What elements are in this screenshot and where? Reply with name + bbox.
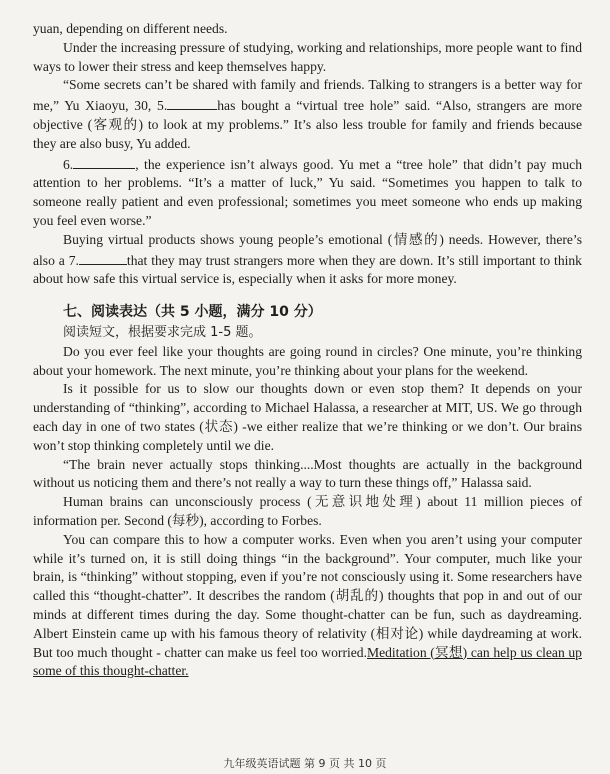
passage-line-continued: yuan, depending on different needs. [33,21,228,36]
passage-paragraph-secrets [33,76,582,153]
question-number-6: 6. [63,156,74,172]
page-footer: 九年级英语试题 第 9 页 共 10 页 [223,757,387,771]
paragraph-text: “Some secrets can’t be shared with family and friends. Talking to strangers is a better way for me,” Yu Xiaoyu, 30, 5. [33,77,582,114]
section-title: 七、阅读表达（共 5 小题，满分 10 分） [63,304,322,321]
paragraph-text: , the experience isn’t always good. Yu met a “tree hole” that didn’t pay much attention to her problems. “It’s a matter of luck,” Yu said. “Sometimes you happen to talk to someone really patient and even professional; sometimes you meet someone who ends up making you feel even worse.” [33,156,582,228]
reading-paragraph-1: Do you ever feel like your thoughts are going round in circles? One minute, you’re thinking about your homework. The next minute, you’re thinking about your plans for the weekend. [33,343,582,378]
reading-paragraph-3: “The brain never actually stops thinking....Most thoughts are actually in the background without us noticing them and there’s not really a way to turn these things off,” Halassa said. [33,456,582,491]
reading-paragraph-5 [33,531,582,681]
reading-paragraph-4: Human brains can unconsciously process (无意识地处理) about 11 million pieces of information per. Second (每秒), according to Forbes. [33,494,582,528]
underlined-sentence: Meditation (冥想) can help us clean up some of this thought-chatter. [33,644,582,679]
answer-blank-6[interactable] [73,154,135,169]
section-instruction: 阅读短文，根据要求完成 1-5 题。 [63,324,262,340]
paragraph-text: You can compare this to how a computer works. Even when you aren’t using your computer while it’s turned on, it is still doing things “in the background”. Your computer, much like your brain, is “thinking” without stopping, even if you’re not consciously using it. Some researchers have called this “thought-chatter”. It describes the random (胡乱的) thoughts that pop in and out of our minds at different times during the day. Some thought-chatter can be fun, such as daydreaming. Albert Einstein came up with his famous theory of relativity (相对论) while daydreaming at work. But too much thought - chatter can make us feel too worried. [33,531,582,660]
paragraph-text: that they may trust strangers more when they are down. It’s still important to think about how safe this virtual service is, especially when it asks for more money. [33,252,582,287]
paragraph-text: has bought a “virtual tree hole” said. “Also, strangers are more objective (客观的) to look at my problems.” It’s also less trouble for family and friends because they are also busy, Yu added. [33,98,582,151]
answer-blank-7[interactable] [79,250,127,265]
answer-blank-5[interactable] [167,95,217,110]
reading-paragraph-2: Is it possible for us to slow our thoughts down or even stop them? It depends on your understanding of “thinking”, according to Michael Halassa, a researcher at MIT, US. We go through each day in one of two states (状态) -we either realize that we’re thinking or we don’t. Our brains won’t stop thinking completely until we die. [33,381,582,453]
passage-paragraph-experience [33,154,582,231]
passage-paragraph-stress: Under the increasing pressure of studying, working and relationships, more people want to find ways to lower their stress and keep themselves happy. [33,39,582,74]
paragraph-text: Buying virtual products shows young people’s emotional (情感的) needs. However, there’s also a 7. [33,231,582,268]
passage-paragraph-virtual-products [33,231,582,289]
